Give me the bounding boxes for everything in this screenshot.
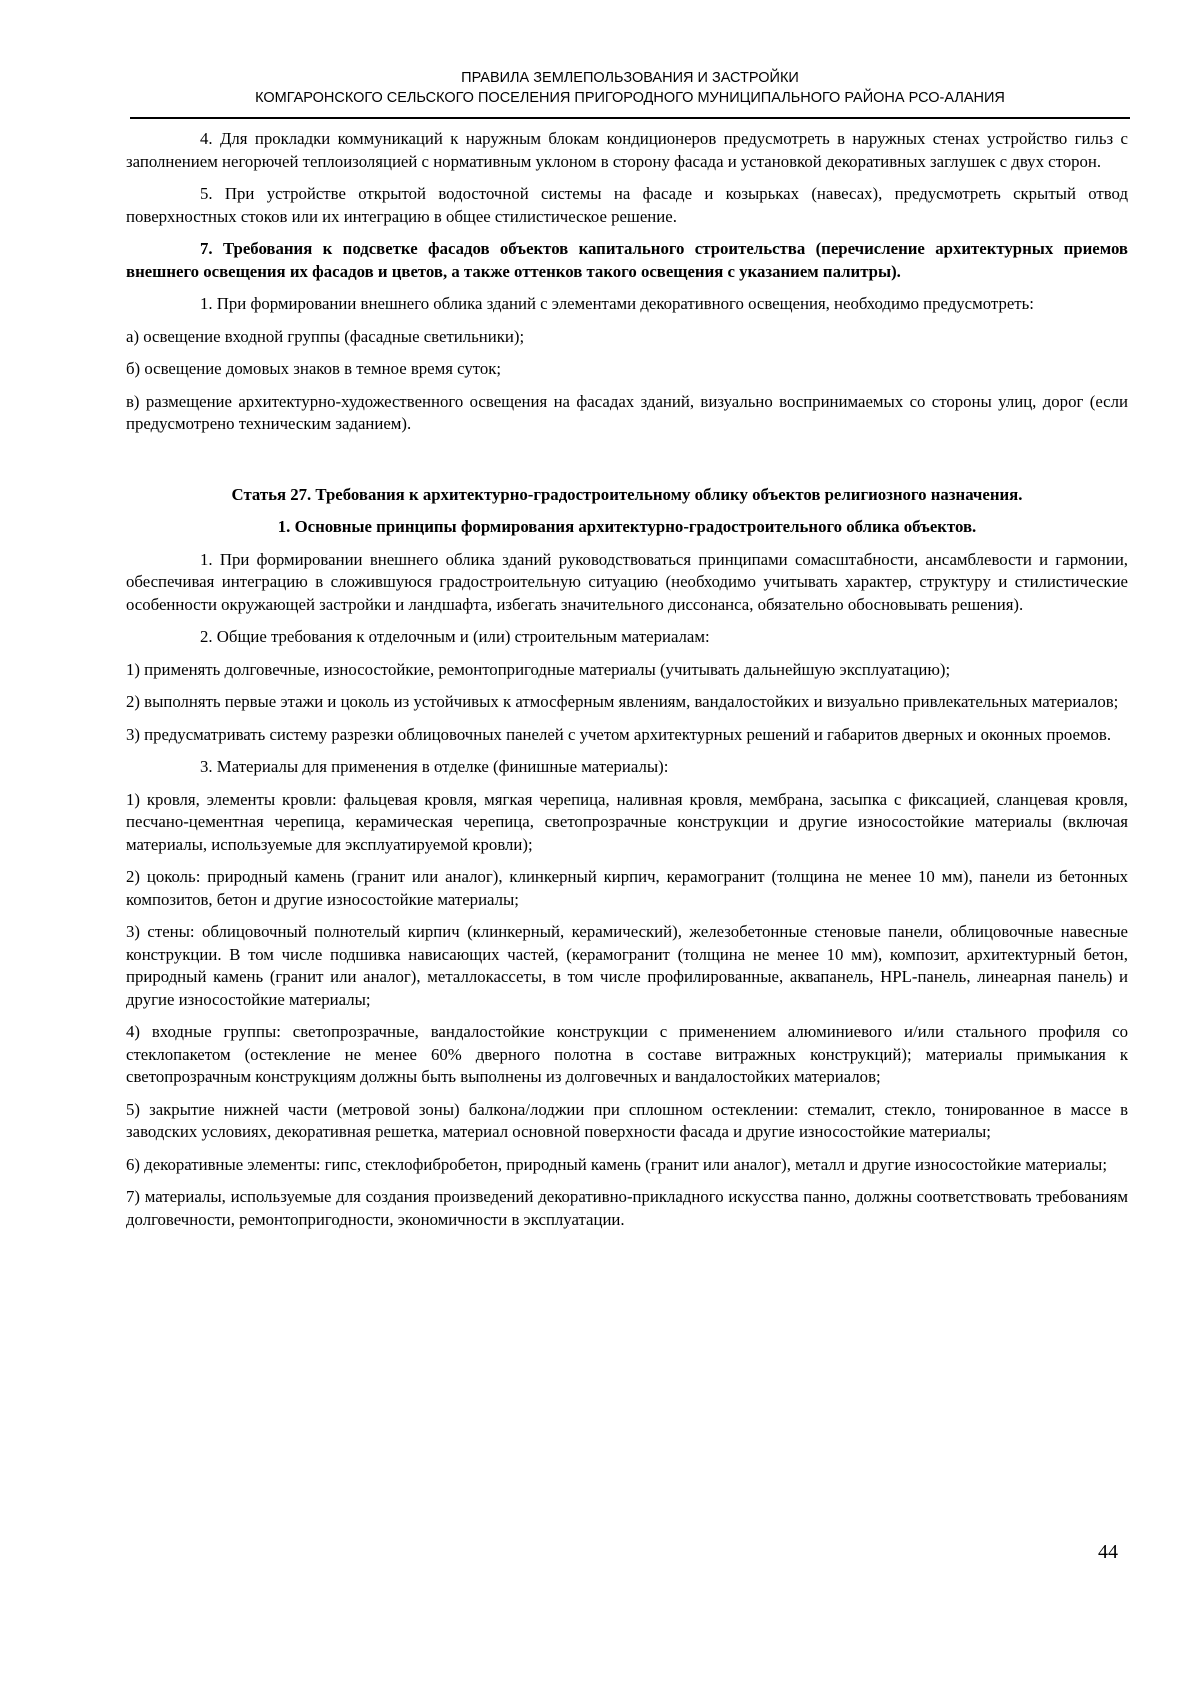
page-number: 44 <box>1098 1541 1118 1563</box>
section-7-heading: 7. Требования к подсветке фасадов объектов капитального строительства (перечисление архитектурных приемов внешнего освещения их фасадов и цветов, а также оттенков такого освещения с указанием палитры). <box>126 239 1128 281</box>
list-item-c: в) размещение архитектурно-художественного освещения на фасадах зданий, визуально воспринимаемых со стороны улиц, дорог (если предусмотрено техническим заданием). <box>126 391 1128 433</box>
list-item-b: б) освещение домовых знаков в темное время суток; <box>126 359 502 378</box>
paragraph-drainage: 5. При устройстве открытой водосточной системы на фасаде и козырьках (навесах), предусмотреть скрытый отвод поверхностных стоков или их интеграцию в общее стилистическое решение. <box>126 184 1128 226</box>
article-27-heading: Статья 27. Требования к архитектурно-градостроительному облику объектов религиозного назначения. <box>231 484 1023 504</box>
list-item-a: а) освещение входной группы (фасадные светильники); <box>126 326 525 346</box>
document-header <box>130 68 1130 108</box>
principles-heading: 1. Основные принципы формирования архитектурно-градостроительного облика объектов. <box>277 517 977 536</box>
materials-item-1: 1) применять долговечные, износостойкие, ремонтопригодные материалы (учитывать дальнейшую эксплуатацию); <box>126 659 951 679</box>
header-title-line2: КОМГАРОНСКОГО СЕЛЬСКОГО ПОСЕЛЕНИЯ ПРИГОРОДНОГО МУНИЦИПАЛЬНОГО РАЙОНА РСО-АЛАНИЯ <box>255 90 1005 106</box>
paragraph-conditioner-pipes: 4. Для прокладки коммуникаций к наружным блокам кондиционеров предусмотреть в наружных стенах устройство гильз с заполнением негорючей теплоизоляцией с нормативным уклоном в сторону фасада и установкой декоративных заглушек с двух сторон. <box>126 129 1128 171</box>
paragraph-materials-intro: 2. Общие требования к отделочным и (или) строительным материалам: <box>200 627 710 646</box>
paragraph-lighting-intro: 1. При формировании внешнего облика зданий с элементами декоративного освещения, необходимо предусмотреть: <box>200 294 1034 313</box>
header-rule <box>130 117 1130 119</box>
paragraph-finish-intro: 3. Материалы для применения в отделке (финишные материалы): <box>200 757 669 776</box>
finish-item-3: 3) стены: облицовочный полнотелый кирпич (клинкерный, керамический), железобетонные стеновые панели, облицовочные навесные конструкции. В том числе подшивка нависающих частей, (керамогранит (толщина не менее 10 мм), композит, архитектурный бетон, природный камень (гранит или аналог), металлокассеты, в том числе профилированные, аквапанель, HPL-панель, линеарная панель) и другие износостойкие материалы; <box>126 922 1128 1009</box>
header-title-line1: ПРАВИЛА ЗЕМЛЕПОЛЬЗОВАНИЯ И ЗАСТРОЙКИ <box>461 70 799 86</box>
finish-item-2: 2) цоколь: природный камень (гранит или аналог), клинкерный кирпич, керамогранит (толщина не менее 10 мм), панели из бетонных композитов, бетон и другие износостойкие материалы; <box>126 867 1128 909</box>
paragraph-principles: 1. При формировании внешнего облика зданий руководствоваться принципами сомасштабности, ансамблевости и гармонии, обеспечивая интеграцию в сложившуюся градостроительную ситуацию (необходимо учитывать характер, структуру и стилистические особенности окружающей застройки и ландшафта, избегать значительного диссонанса, обязательно обосновывать решения). <box>126 549 1128 614</box>
materials-item-3: 3) предусматривать систему разрезки облицовочных панелей с учетом архитектурных решений и габаритов дверных и оконных проемов. <box>126 724 1112 744</box>
materials-item-2: 2) выполнять первые этажи и цоколь из устойчивых к атмосферным явлениям, вандалостойких и визуально привлекательных материалов; <box>126 692 1119 711</box>
document-body <box>126 128 1128 1241</box>
finish-item-4: 4) входные группы: светопрозрачные, вандалостойкие конструкции с применением алюминиевого и/или стального профиля со стеклопакетом (остекление не менее 60% дверного полотна в составе витражных конструкций); материалы примыкания к светопрозрачным конструкциям должны быть выполнены из долговечных и вандалостойких материалов; <box>126 1022 1128 1086</box>
finish-item-7: 7) материалы, используемые для создания произведений декоративно-прикладного искусства панно, должны соответствовать требованиям долговечности, ремонтопригодности, экономичности в эксплуатации. <box>126 1187 1128 1229</box>
finish-item-6: 6) декоративные элементы: гипс, стеклофибробетон, природный камень (гранит или аналог), металл и другие износостойкие материалы; <box>126 1154 1107 1174</box>
finish-item-5: 5) закрытие нижней части (метровой зоны) балкона/лоджии при сплошном остеклении: стемалит, стекло, тонированное в массе в заводских условиях, декоративная решетка, материал основной поверхности фасада и другие износостойкие материалы; <box>126 1099 1128 1141</box>
finish-item-1: 1) кровля, элементы кровли: фальцевая кровля, мягкая черепица, наливная кровля, мембрана, засыпка с фиксацией, сланцевая кровля, песчано-цементная черепица, керамическая черепица, светопрозрачные конструкции и другие износостойкие материалы (включая материалы, используемые для эксплуатируемой кровли); <box>126 789 1128 854</box>
